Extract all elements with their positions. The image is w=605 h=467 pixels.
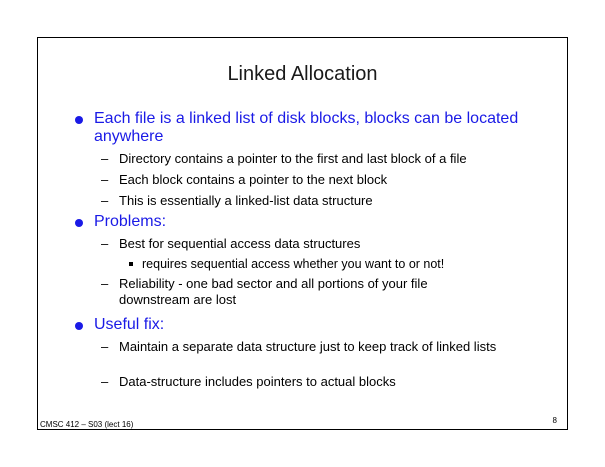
dash-icon: – — [101, 236, 109, 251]
bullet-dot-icon — [75, 219, 83, 227]
dash-icon: – — [101, 193, 109, 208]
sub-item-text: Each block contains a pointer to the next block — [119, 172, 388, 187]
bullet-text: Useful fix: — [94, 316, 165, 333]
sub-item-1-1 — [101, 151, 541, 167]
sub-item-1-3 — [101, 193, 541, 209]
sub-item-3-1 — [101, 339, 541, 355]
bullet-dot-icon — [75, 116, 83, 124]
sub-item-2-2 — [101, 276, 541, 308]
bullet-text: Each file is a linked list of disk blocks, blocks can be located anywhere — [94, 110, 519, 145]
sub-item-text: Maintain a separate data structure just to keep track of linked lists — [119, 339, 497, 354]
sub-item-text: This is essentially a linked-list data structure — [119, 193, 373, 208]
sub-sub-item-text: requires sequential access whether you want to or not! — [142, 257, 445, 271]
sub-sub-item-2-1-1 — [129, 256, 529, 272]
sub-item-text: Best for sequential access data structures — [119, 236, 361, 251]
dash-icon: – — [101, 339, 109, 354]
footer-course: CMSC 412 – S03 (lect 16) — [40, 420, 134, 429]
slide-title: Linked Allocation — [227, 63, 378, 85]
sub-item-text: Directory contains a pointer to the first and last block of a file — [119, 151, 467, 166]
sub-item-text: Data-structure includes pointers to actual blocks — [119, 374, 396, 389]
dash-icon: – — [101, 151, 109, 166]
bullet-item-3 — [75, 316, 545, 334]
slide-frame — [37, 37, 568, 430]
bullet-dot-icon — [75, 322, 83, 330]
sub-item-3-2 — [101, 374, 541, 390]
sub-item-2-1 — [101, 236, 541, 252]
sub-item-text: Reliability - one bad sector and all portions of your file downstream are lost — [119, 276, 428, 307]
dash-icon: – — [101, 172, 109, 187]
square-bullet-icon — [129, 262, 133, 266]
page-number: 8 — [552, 416, 557, 425]
dash-icon: – — [101, 374, 109, 389]
bullet-item-1 — [75, 110, 545, 146]
sub-item-1-2 — [101, 172, 541, 188]
bullet-text: Problems: — [94, 213, 167, 230]
dash-icon: – — [101, 276, 109, 291]
bullet-item-2 — [75, 213, 545, 231]
